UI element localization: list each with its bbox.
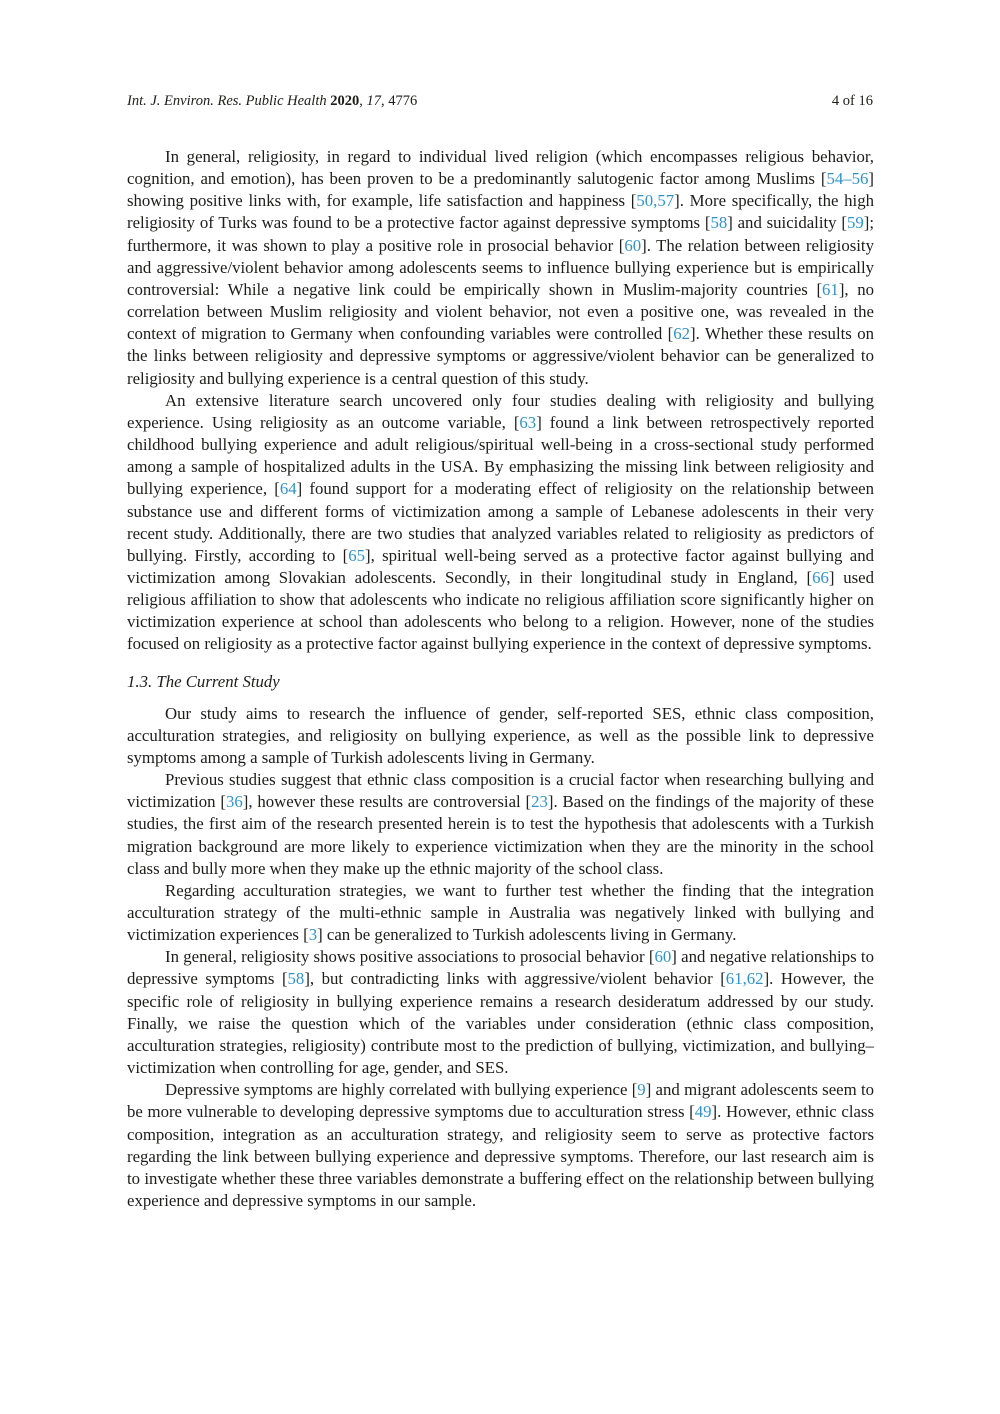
citation-link[interactable]: 58 (710, 213, 728, 233)
citation-link[interactable]: 49 (694, 1102, 712, 1122)
paragraph: In general, religiosity shows positive associations to prosocial behavior [60] and negative relationships to depressive symptoms [58], but contradicting links with aggressive/violent behavior [61,62]. However, the specific role of religiosity in bullying experience remains a research desideratum addressed by our study. Finally, we raise the question which of the variables under consideration (ethnic class composition, acculturation strategies, religiosity) contribute most to the prediction of bullying, victimization, and bullying–victimization when controlling for age, gender, and SES. (127, 947, 874, 1078)
citation-link[interactable]: 61 (822, 279, 839, 299)
citation-link[interactable]: 50,57 (636, 191, 675, 211)
paragraph: In general, religiosity, in regard to individual lived religion (which encompasses religious behavior, cognition, and emotion), has been proven to be a predominantly salutogenic factor among Muslims [54–56] showing positive links with, for example, life satisfaction and happiness [50,57]. More specifically, the high religiosity of Turks was found to be a protective factor against depressive symptoms [58] and suicidality [59]; furthermore, it was shown to play a positive role in prosocial behavior [60]. The relation between religiosity and aggressive/violent behavior among adolescents seems to influence bullying experience but is empirically controversial: While a negative link could be empirically shown in Muslim-majority countries [61], no correlation between Muslim religiosity and violent behavior, not even a positive one, was revealed in the context of migration to Germany when confounding variables were controlled [62]. Whether these results on the links between religiosity and depressive symptoms or aggressive/violent behavior can be generalized to religiosity and bullying experience is a central question of this study. (127, 147, 875, 388)
citation-link[interactable]: 9 (637, 1080, 646, 1100)
article-body (127, 146, 874, 1212)
citation-link[interactable]: 59 (846, 213, 864, 233)
citation-link[interactable]: 36 (225, 792, 243, 812)
paragraph: Our study aims to research the influence of gender, self-reported SES, ethnic class composition, acculturation strategies, and religiosity on bullying experience, as well as the possible link to depressive symptoms among a sample of Turkish adolescents living in Germany. (127, 703, 874, 767)
journal-citation-segment: Int. J. Environ. Res. Public Health (127, 93, 331, 109)
citation-link[interactable]: 60 (654, 947, 672, 967)
journal-citation-segment: 17 (366, 93, 381, 109)
citation-link[interactable]: 3 (308, 925, 318, 945)
paragraph: An extensive literature search uncovered only four studies dealing with religiosity and bullying experience. Using religiosity as an outcome variable, [63] found a link between retrospectively reported childhood bullying experience and adult religious/spiritual well-being in a cross-sectional study performed among a sample of hospitalized adults in the USA. By emphasizing the missing link between religiosity and bullying experience, [64] found support for a moderating effect of religiosity on the relationship between substance use and different forms of victimization among a sample of Lebanese adolescents in their very recent study. Additionally, there are two studies that analyzed variables related to religiosity as predictors of bullying. Firstly, according to [65], spiritual well-being served as a protective factor against bullying and victimization among Slovakian adolescents. Secondly, in their longitudinal study in England, [66] used religious affiliation to show that adolescents who indicate no religious affiliation score significantly higher on victimization experience at school than adolescents who belong to a religion. However, none of the studies focused on religiosity as a protective factor against bullying experience in the context of depressive symptoms. (127, 390, 874, 654)
citation-link[interactable]: 58 (287, 969, 305, 989)
citation-link[interactable]: 65 (348, 545, 365, 565)
journal-citation-segment: , (359, 93, 367, 109)
journal-citation-segment: 2020 (330, 93, 360, 109)
paragraph: Previous studies suggest that ethnic class composition is a crucial factor when researching bullying and victimization [36], however these results are controversial [23]. Based on the findings of the majority of these studies, the first aim of the research presented herein is to test the hypothesis that adolescents with a Turkish migration background are more likely to experience victimization when they are the minority in the school class and bully more when they make up the ethnic majority of the school class. (127, 770, 874, 878)
journal-citation (127, 92, 417, 110)
citation-link[interactable]: 60 (624, 235, 642, 255)
citation-link[interactable]: 64 (279, 479, 297, 499)
citation-link[interactable]: 62 (673, 324, 691, 344)
paragraph: Depressive symptoms are highly correlated with bullying experience [9] and migrant adolescents seem to be more vulnerable to developing depressive symptoms due to acculturation stress [49]. However, ethnic class composition, integration as an acculturation strategy, and religiosity seem to serve as protective factors regarding the link between bullying experience and depressive symptoms. Therefore, our last research aim is to investigate whether these three variables demonstrate a buffering effect on the relationship between bullying experience and depressive symptoms in our sample. (127, 1080, 875, 1211)
citation-link[interactable]: 23 (531, 792, 548, 812)
journal-citation-segment: , 4776 (380, 93, 418, 109)
citation-link[interactable]: 63 (519, 412, 537, 432)
subsection-heading: 1.3. The Current Study (127, 671, 280, 691)
citation-link[interactable]: 54–56 (826, 169, 869, 189)
paragraph: Regarding acculturation strategies, we want to further test whether the finding that the integration acculturation strategy of the multi-ethnic sample in Australia was negatively linked with bullying and victimization experiences [3] can be generalized to Turkish adolescents living in Germany. (127, 880, 874, 945)
running-header (127, 92, 873, 110)
citation-link[interactable]: 61,62 (725, 969, 764, 989)
citation-link[interactable]: 66 (812, 567, 829, 587)
page-number: 4 of 16 (831, 93, 873, 109)
